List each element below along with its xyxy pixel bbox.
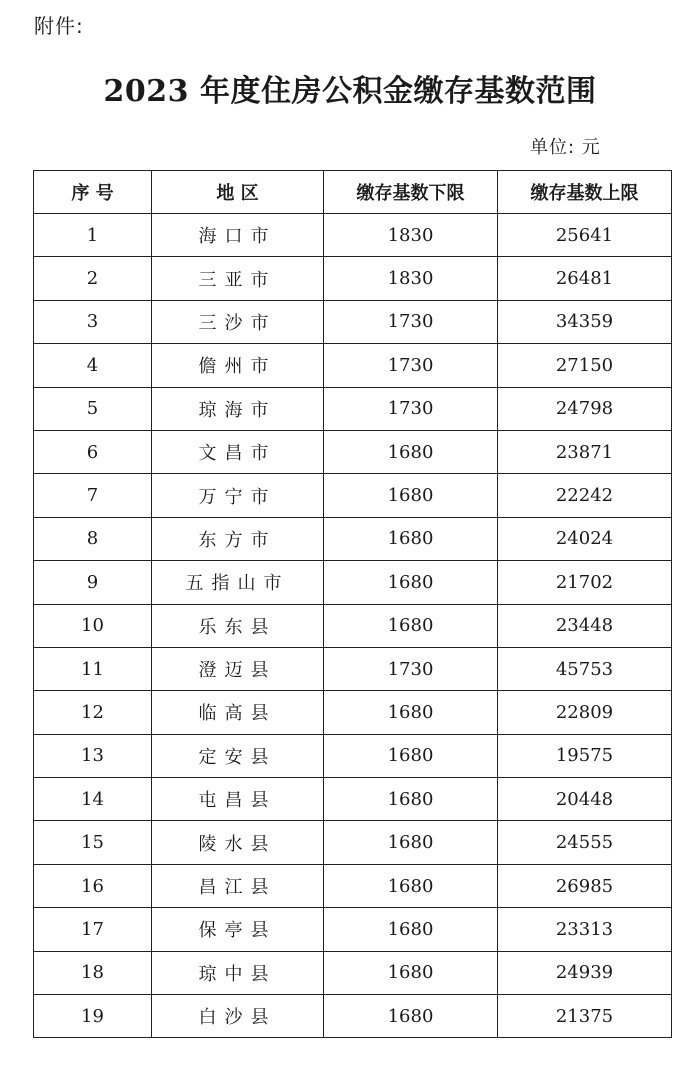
table-row <box>34 995 672 1038</box>
lower-limit-cell: 1680 <box>324 561 498 604</box>
table-row <box>34 561 672 604</box>
header-region: 地 区 <box>152 171 324 214</box>
region-cell: 三沙市 <box>152 300 324 343</box>
lower-limit-cell: 1730 <box>324 387 498 430</box>
lower-limit-cell: 1680 <box>324 778 498 821</box>
upper-limit-cell: 34359 <box>498 300 672 343</box>
serial-no-cell: 15 <box>34 821 152 864</box>
serial-no-cell: 17 <box>34 908 152 951</box>
lower-limit-cell: 1680 <box>324 474 498 517</box>
table-row <box>34 691 672 734</box>
upper-limit-cell: 23448 <box>498 604 672 647</box>
table-body <box>34 214 672 1038</box>
serial-no-cell: 3 <box>34 300 152 343</box>
upper-limit-cell: 25641 <box>498 214 672 257</box>
lower-limit-cell: 1680 <box>324 734 498 777</box>
region-cell: 定安县 <box>152 734 324 777</box>
table-row <box>34 474 672 517</box>
upper-limit-cell: 24555 <box>498 821 672 864</box>
lower-limit-cell: 1680 <box>324 821 498 864</box>
lower-limit-cell: 1680 <box>324 691 498 734</box>
region-cell: 澄迈县 <box>152 647 324 690</box>
serial-no-cell: 18 <box>34 951 152 994</box>
region-cell: 文昌市 <box>152 430 324 473</box>
serial-no-cell: 13 <box>34 734 152 777</box>
upper-limit-cell: 23871 <box>498 430 672 473</box>
lower-limit-cell: 1830 <box>324 257 498 300</box>
region-cell: 海口市 <box>152 214 324 257</box>
upper-limit-cell: 22809 <box>498 691 672 734</box>
lower-limit-cell: 1730 <box>324 647 498 690</box>
region-cell: 保亭县 <box>152 908 324 951</box>
serial-no-cell: 16 <box>34 864 152 907</box>
lower-limit-cell: 1680 <box>324 908 498 951</box>
table-row <box>34 908 672 951</box>
table-row <box>34 734 672 777</box>
serial-no-cell: 10 <box>34 604 152 647</box>
region-cell: 万宁市 <box>152 474 324 517</box>
serial-no-cell: 14 <box>34 778 152 821</box>
upper-limit-cell: 24798 <box>498 387 672 430</box>
table-header-row <box>34 171 672 214</box>
table-row <box>34 604 672 647</box>
upper-limit-cell: 21375 <box>498 995 672 1038</box>
region-cell: 琼海市 <box>152 387 324 430</box>
table-row <box>34 214 672 257</box>
upper-limit-cell: 26985 <box>498 864 672 907</box>
serial-no-cell: 5 <box>34 387 152 430</box>
region-cell: 白沙县 <box>152 995 324 1038</box>
serial-no-cell: 1 <box>34 214 152 257</box>
lower-limit-cell: 1730 <box>324 344 498 387</box>
region-cell: 五指山市 <box>152 561 324 604</box>
upper-limit-cell: 27150 <box>498 344 672 387</box>
region-cell: 三亚市 <box>152 257 324 300</box>
document-title: 2023 年度住房公积金缴存基数范围 <box>103 74 597 109</box>
serial-no-cell: 6 <box>34 430 152 473</box>
table-row <box>34 387 672 430</box>
region-cell: 陵水县 <box>152 821 324 864</box>
header-lower-limit: 缴存基数下限 <box>324 171 498 214</box>
lower-limit-cell: 1680 <box>324 864 498 907</box>
table-row <box>34 821 672 864</box>
table-row <box>34 430 672 473</box>
upper-limit-cell: 21702 <box>498 561 672 604</box>
attachment-label: 附件: <box>34 14 84 38</box>
table-row <box>34 951 672 994</box>
region-cell: 琼中县 <box>152 951 324 994</box>
lower-limit-cell: 1830 <box>324 214 498 257</box>
upper-limit-cell: 26481 <box>498 257 672 300</box>
lower-limit-cell: 1680 <box>324 517 498 560</box>
table-row <box>34 864 672 907</box>
serial-no-cell: 7 <box>34 474 152 517</box>
upper-limit-cell: 20448 <box>498 778 672 821</box>
lower-limit-cell: 1680 <box>324 951 498 994</box>
region-cell: 乐东县 <box>152 604 324 647</box>
table-row <box>34 300 672 343</box>
serial-no-cell: 9 <box>34 561 152 604</box>
header-upper-limit: 缴存基数上限 <box>498 171 672 214</box>
serial-no-cell: 12 <box>34 691 152 734</box>
serial-no-cell: 2 <box>34 257 152 300</box>
region-cell: 屯昌县 <box>152 778 324 821</box>
lower-limit-cell: 1730 <box>324 300 498 343</box>
table-row <box>34 647 672 690</box>
table-row <box>34 344 672 387</box>
region-cell: 昌江县 <box>152 864 324 907</box>
unit-label: 单位: 元 <box>530 137 601 158</box>
table-row <box>34 257 672 300</box>
upper-limit-cell: 19575 <box>498 734 672 777</box>
upper-limit-cell: 22242 <box>498 474 672 517</box>
upper-limit-cell: 45753 <box>498 647 672 690</box>
serial-no-cell: 4 <box>34 344 152 387</box>
region-cell: 儋州市 <box>152 344 324 387</box>
lower-limit-cell: 1680 <box>324 995 498 1038</box>
lower-limit-cell: 1680 <box>324 604 498 647</box>
upper-limit-cell: 23313 <box>498 908 672 951</box>
region-cell: 东方市 <box>152 517 324 560</box>
table-row <box>34 778 672 821</box>
serial-no-cell: 19 <box>34 995 152 1038</box>
contribution-base-table <box>33 170 672 1038</box>
lower-limit-cell: 1680 <box>324 430 498 473</box>
region-cell: 临高县 <box>152 691 324 734</box>
header-serial-no: 序 号 <box>34 171 152 214</box>
upper-limit-cell: 24024 <box>498 517 672 560</box>
table-row <box>34 517 672 560</box>
serial-no-cell: 11 <box>34 647 152 690</box>
upper-limit-cell: 24939 <box>498 951 672 994</box>
serial-no-cell: 8 <box>34 517 152 560</box>
